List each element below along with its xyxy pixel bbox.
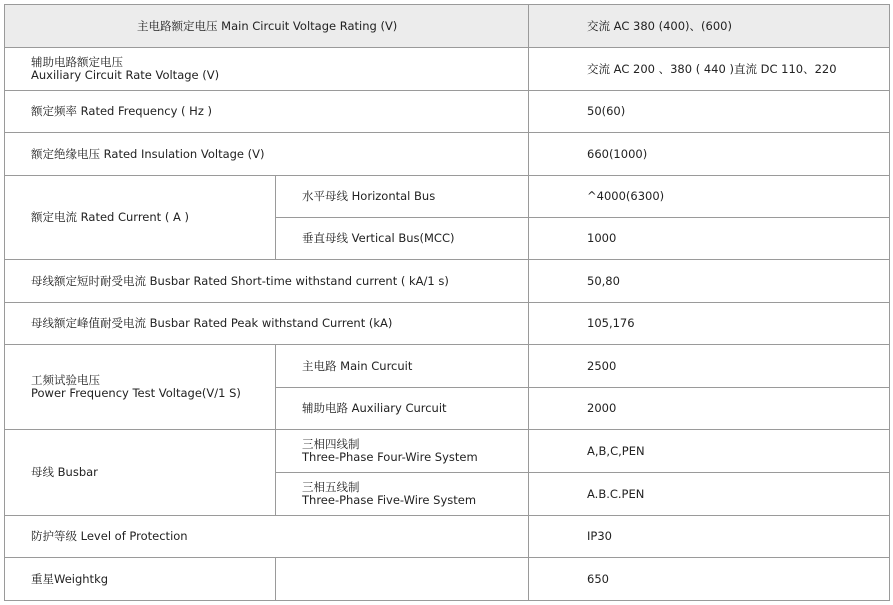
rated-frequency-label: 额定频率 Rated Frequency ( Hz )	[5, 91, 529, 133]
header-value: 交流 AC 380 (400)、(600)	[529, 5, 890, 48]
table-row	[5, 516, 890, 558]
table-row	[5, 133, 890, 176]
busbar-label: 母线 Busbar	[5, 430, 276, 516]
insulation-voltage-label: 额定绝缘电压 Rated Insulation Voltage (V)	[5, 133, 529, 176]
five-wire-label-en: Three-Phase Five-Wire System	[302, 493, 477, 507]
protection-value: IP30	[529, 516, 890, 558]
table-row	[5, 345, 890, 388]
header-parameter: 主电路额定电压 Main Circuit Voltage Rating (V)	[5, 5, 529, 48]
test-voltage-label-cn: 工频试验电压	[31, 373, 100, 387]
four-wire-label-en: Three-Phase Four-Wire System	[302, 450, 478, 464]
five-wire-label	[276, 473, 529, 516]
four-wire-value: A,B,C,PEN	[529, 430, 890, 473]
table-row	[5, 430, 890, 473]
test-voltage-label	[5, 345, 276, 430]
rated-current-label: 额定电流 Rated Current ( A )	[5, 176, 276, 260]
aux-voltage-label-en: Auxiliary Circuit Rate Voltage (V)	[31, 68, 220, 82]
short-time-current-value: 50,80	[529, 260, 890, 303]
weight-value: 650	[529, 558, 890, 601]
five-wire-value: A.B.C.PEN	[529, 473, 890, 516]
horizontal-bus-label: 水平母线 Horizontal Bus	[276, 176, 529, 218]
main-circuit-value: 2500	[529, 345, 890, 388]
insulation-voltage-value: 660(1000)	[529, 133, 890, 176]
aux-voltage-label-cn: 辅助电路额定电压	[31, 55, 123, 69]
rated-frequency-value: 50(60)	[529, 91, 890, 133]
aux-voltage-value: 交流 AC 200 、380 ( 440 )直流 DC 110、220	[529, 48, 890, 91]
aux-circuit-label: 辅助电路 Auxiliary Curcuit	[276, 388, 529, 430]
four-wire-label-cn: 三相四线制	[302, 437, 360, 451]
spec-table	[4, 4, 890, 601]
table-row	[5, 558, 890, 601]
five-wire-label-cn: 三相五线制	[302, 480, 360, 494]
vertical-bus-label: 垂直母线 Vertical Bus(MCC)	[276, 218, 529, 260]
table-row	[5, 91, 890, 133]
header-row	[5, 5, 890, 48]
peak-current-value: 105,176	[529, 303, 890, 345]
four-wire-label	[276, 430, 529, 473]
table-row	[5, 260, 890, 303]
test-voltage-label-en: Power Frequency Test Voltage(V/1 S)	[31, 386, 241, 400]
short-time-current-label: 母线额定短时耐受电流 Busbar Rated Short-time withstand current ( kA/1 s)	[5, 260, 529, 303]
aux-voltage-label	[5, 48, 529, 91]
vertical-bus-value: 1000	[529, 218, 890, 260]
protection-label: 防护等级 Level of Protection	[5, 516, 529, 558]
table-row	[5, 48, 890, 91]
aux-circuit-value: 2000	[529, 388, 890, 430]
table-row	[5, 303, 890, 345]
peak-current-label: 母线额定峰值耐受电流 Busbar Rated Peak withstand Current (kA)	[5, 303, 529, 345]
weight-empty-cell	[276, 558, 529, 601]
table-row	[5, 176, 890, 218]
horizontal-bus-value: ^4000(6300)	[529, 176, 890, 218]
main-circuit-label: 主电路 Main Curcuit	[276, 345, 529, 388]
weight-label: 重星Weightkg	[5, 558, 276, 601]
